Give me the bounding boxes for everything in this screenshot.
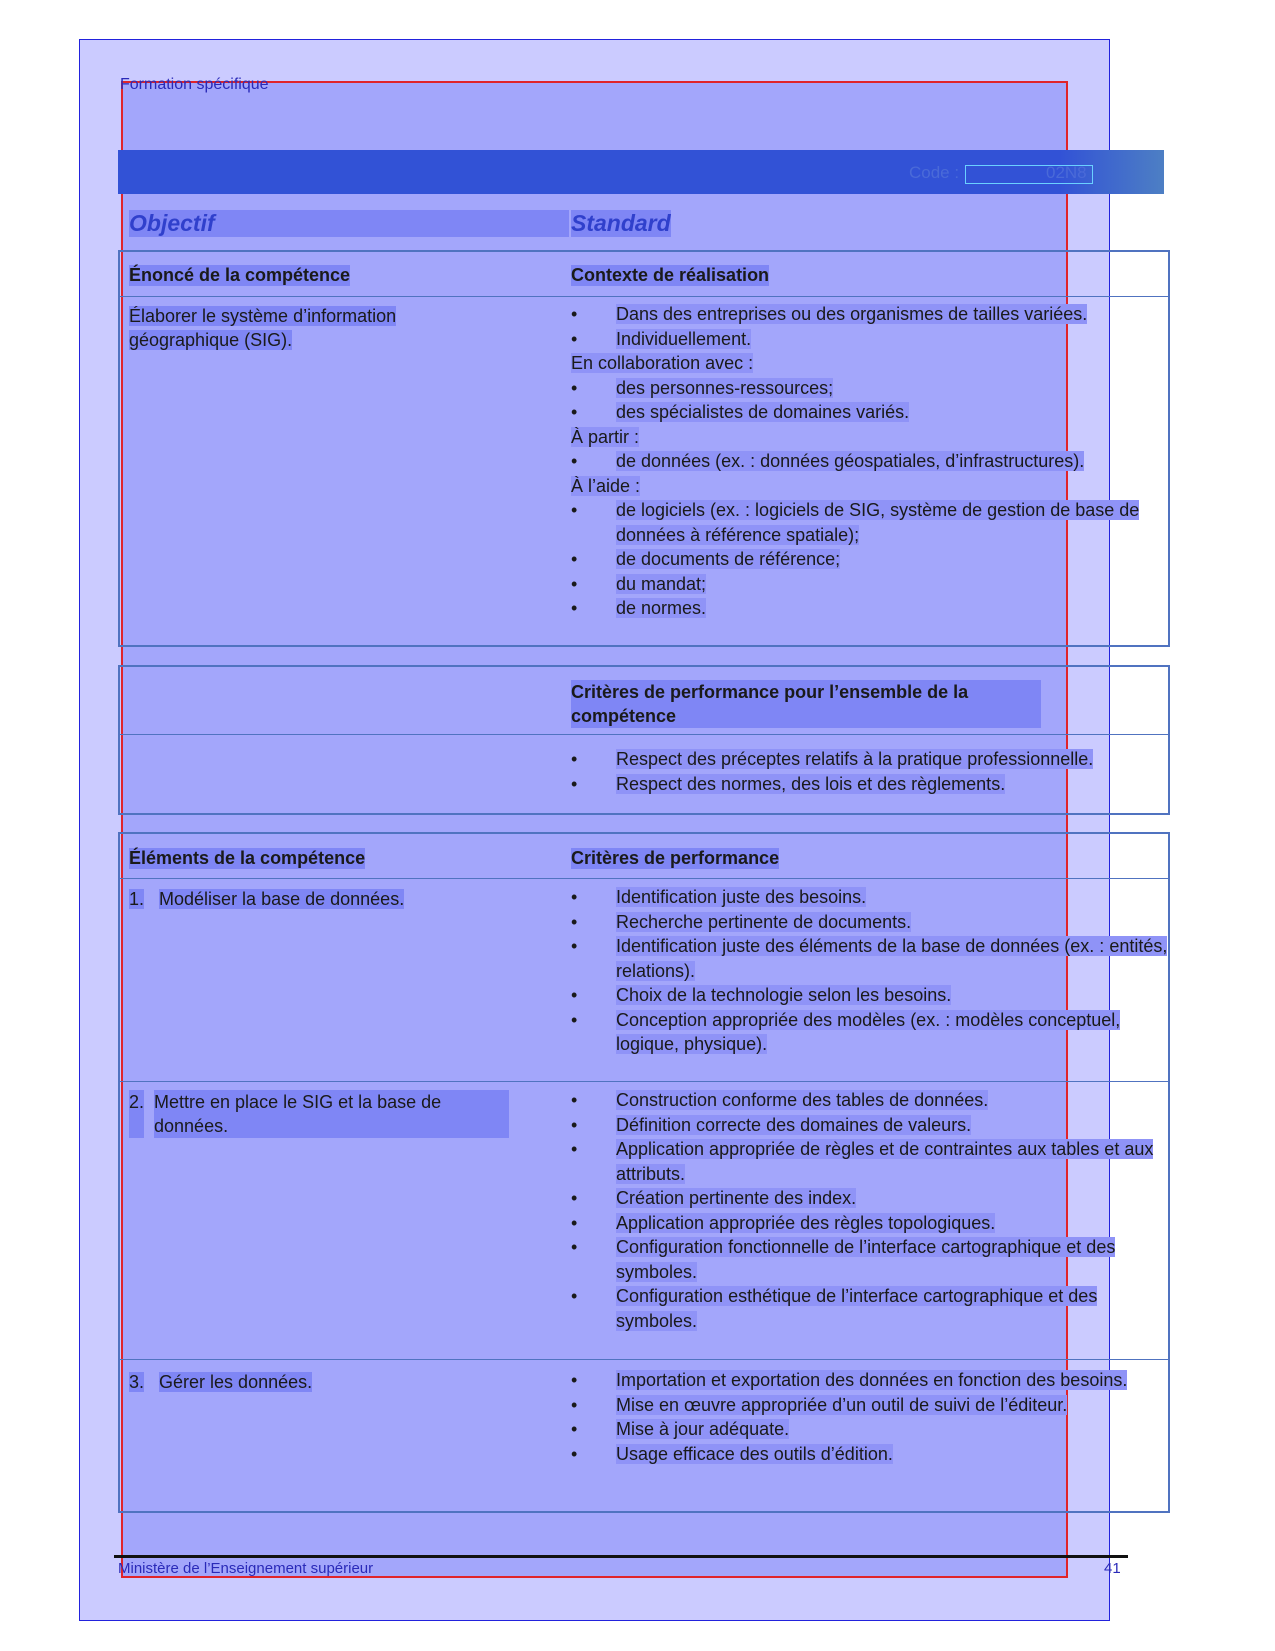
overall-criterion	[571, 772, 1171, 797]
performance-criterion	[571, 1368, 1171, 1393]
bullet-icon: •	[571, 1237, 578, 1257]
performance-criterion	[571, 1417, 1171, 1442]
element-3-number: 3.	[129, 1372, 145, 1392]
code-label: Code :	[909, 163, 960, 182]
performance-criterion	[571, 934, 1171, 983]
running-title: Formation spécifique	[120, 76, 269, 93]
list-item-text: Configuration esthétique de l’interface cartographique et des symboles.	[616, 1286, 1098, 1331]
context-item	[571, 449, 1171, 474]
list-item-text: À l’aide :	[571, 475, 641, 496]
bullet-icon: •	[571, 1394, 578, 1415]
bullet-icon: •	[571, 1090, 578, 1110]
statement-line-1: Élaborer le système d’information	[129, 306, 397, 326]
list-item-text: de normes.	[616, 598, 707, 618]
list-item-text: Choix de la technologie selon les besoins.	[616, 985, 952, 1005]
context-subheading	[571, 474, 1171, 499]
context-list	[571, 302, 1171, 621]
page-number: 41	[1104, 1560, 1121, 1577]
list-item-text: Identification juste des éléments de la base de données (ex. : entités, relations).	[616, 936, 1168, 981]
bullet-icon: •	[571, 304, 578, 324]
list-item-text: En collaboration avec :	[571, 353, 754, 373]
performance-criterion	[571, 1137, 1171, 1186]
element-1-text: Modéliser la base de données.	[159, 889, 405, 909]
list-item-text: Définition correcte des domaines de valeurs.	[616, 1114, 972, 1135]
performance-criterion	[571, 1211, 1171, 1236]
list-item-text: Application appropriée des règles topologiques.	[616, 1212, 996, 1233]
overall-criteria-heading: Critères de performance pour l’ensemble de la compétence	[571, 680, 1041, 728]
performance-criterion	[571, 910, 1171, 935]
list-item-text: Dans des entreprises ou des organismes de tailles variées.	[616, 304, 1088, 324]
performance-criterion	[571, 1235, 1171, 1284]
context-item	[571, 302, 1171, 327]
bullet-icon: •	[571, 500, 578, 520]
list-item-text: Mise en œuvre appropriée d’un outil de suivi de l’éditeur.	[616, 1394, 1068, 1415]
bullet-icon: •	[571, 1443, 578, 1464]
element-2-label	[129, 1090, 509, 1138]
list-item-text: À partir :	[571, 426, 640, 447]
elements-heading: Éléments de la compétence	[129, 848, 366, 868]
criteria-heading: Critères de performance	[571, 848, 780, 868]
competence-statement	[129, 304, 396, 352]
context-item	[571, 376, 1171, 401]
element-2-criteria	[571, 1088, 1171, 1333]
list-item-text: Respect des préceptes relatifs à la pratique professionnelle.	[616, 749, 1094, 769]
bullet-icon: •	[571, 598, 578, 618]
element-3-label	[129, 1370, 312, 1394]
context-item	[571, 547, 1171, 572]
overall-criteria-divider	[120, 734, 1168, 735]
bullet-icon: •	[571, 549, 578, 569]
element-2-number: 2.	[129, 1090, 144, 1138]
context-item	[571, 572, 1171, 597]
bullet-icon: •	[571, 451, 578, 471]
enonce-heading: Énoncé de la compétence	[129, 265, 351, 285]
element-1-number: 1.	[129, 889, 145, 909]
bullet-icon: •	[571, 1139, 578, 1159]
bullet-icon: •	[571, 936, 578, 956]
standard-heading: Standard	[571, 210, 671, 236]
performance-criterion	[571, 1186, 1171, 1211]
bullet-icon: •	[571, 1114, 578, 1135]
bullet-icon: •	[571, 1370, 578, 1390]
statement-line-2: géographique (SIG).	[129, 330, 293, 350]
bullet-icon: •	[571, 985, 578, 1005]
bullet-icon: •	[571, 1286, 578, 1306]
objectif-heading: Objectif	[129, 210, 569, 237]
performance-criterion	[571, 983, 1171, 1008]
list-item-text: Individuellement.	[616, 328, 752, 349]
bullet-icon: •	[571, 1419, 578, 1439]
performance-criterion	[571, 1284, 1171, 1333]
list-item-text: Identification juste des besoins.	[616, 887, 867, 907]
competence-divider	[120, 296, 1168, 297]
context-item	[571, 596, 1171, 621]
footer-ministry: Ministère de l’Enseignement supérieur	[118, 1560, 374, 1577]
context-item	[571, 498, 1171, 547]
contexte-heading: Contexte de réalisation	[571, 265, 770, 285]
context-item	[571, 400, 1171, 425]
list-item-text: de logiciels (ex. : logiciels de SIG, système de gestion de base de données à référence spatiale);	[616, 500, 1140, 545]
list-item-text: Usage efficace des outils d’édition.	[616, 1443, 893, 1464]
bullet-icon: •	[571, 911, 578, 932]
list-item-text: Application appropriée de règles et de contraintes aux tables et aux attributs.	[616, 1139, 1154, 1184]
bullet-icon: •	[571, 749, 578, 769]
overall-criteria-list	[571, 747, 1171, 796]
performance-criterion	[571, 1088, 1171, 1113]
list-item-text: Configuration fonctionnelle de l’interface cartographique et des symboles.	[616, 1237, 1116, 1282]
element-3-criteria	[571, 1368, 1171, 1466]
element-2-divider	[120, 1359, 1168, 1360]
performance-criterion	[571, 1008, 1171, 1057]
bullet-icon: •	[571, 773, 578, 794]
bullet-icon: •	[571, 1009, 578, 1030]
list-item-text: du mandat;	[616, 573, 707, 594]
overall-criterion	[571, 747, 1171, 772]
bullet-icon: •	[571, 328, 578, 349]
list-item-text: Construction conforme des tables de données.	[616, 1090, 989, 1110]
list-item-text: des personnes-ressources;	[616, 377, 834, 398]
list-item-text: Création pertinente des index.	[616, 1188, 857, 1208]
bullet-icon: •	[571, 402, 578, 422]
bullet-icon: •	[571, 377, 578, 398]
element-1-divider	[120, 1081, 1168, 1082]
element-1-criteria	[571, 885, 1171, 1057]
element-1-label	[129, 887, 404, 911]
footer-rule	[114, 1555, 1128, 1558]
list-item-text: Conception appropriée des modèles (ex. : modèles conceptuel, logique, physique).	[616, 1009, 1121, 1054]
elements-divider	[120, 878, 1168, 879]
performance-criterion	[571, 885, 1171, 910]
list-item-text: Respect des normes, des lois et des règlements.	[616, 773, 1006, 794]
list-item-text: de documents de référence;	[616, 549, 841, 569]
performance-criterion	[571, 1113, 1171, 1138]
list-item-text: de données (ex. : données géospatiales, d’infrastructures).	[616, 451, 1085, 471]
performance-criterion	[571, 1442, 1171, 1467]
bullet-icon: •	[571, 1212, 578, 1233]
element-2-text: Mettre en place le SIG et la base de données.	[154, 1090, 509, 1138]
code-value: 02N8	[1046, 163, 1087, 182]
list-item-text: Recherche pertinente de documents.	[616, 911, 912, 932]
context-item	[571, 327, 1171, 352]
context-subheading	[571, 351, 1171, 376]
list-item-text: des spécialistes de domaines variés.	[616, 402, 910, 422]
performance-criterion	[571, 1393, 1171, 1418]
list-item-text: Importation et exportation des données en fonction des besoins.	[616, 1370, 1128, 1390]
list-item-text: Mise à jour adéquate.	[616, 1419, 790, 1439]
bullet-icon: •	[571, 887, 578, 907]
context-subheading	[571, 425, 1171, 450]
element-3-text: Gérer les données.	[159, 1372, 313, 1392]
bullet-icon: •	[571, 1188, 578, 1208]
bullet-icon: •	[571, 573, 578, 594]
